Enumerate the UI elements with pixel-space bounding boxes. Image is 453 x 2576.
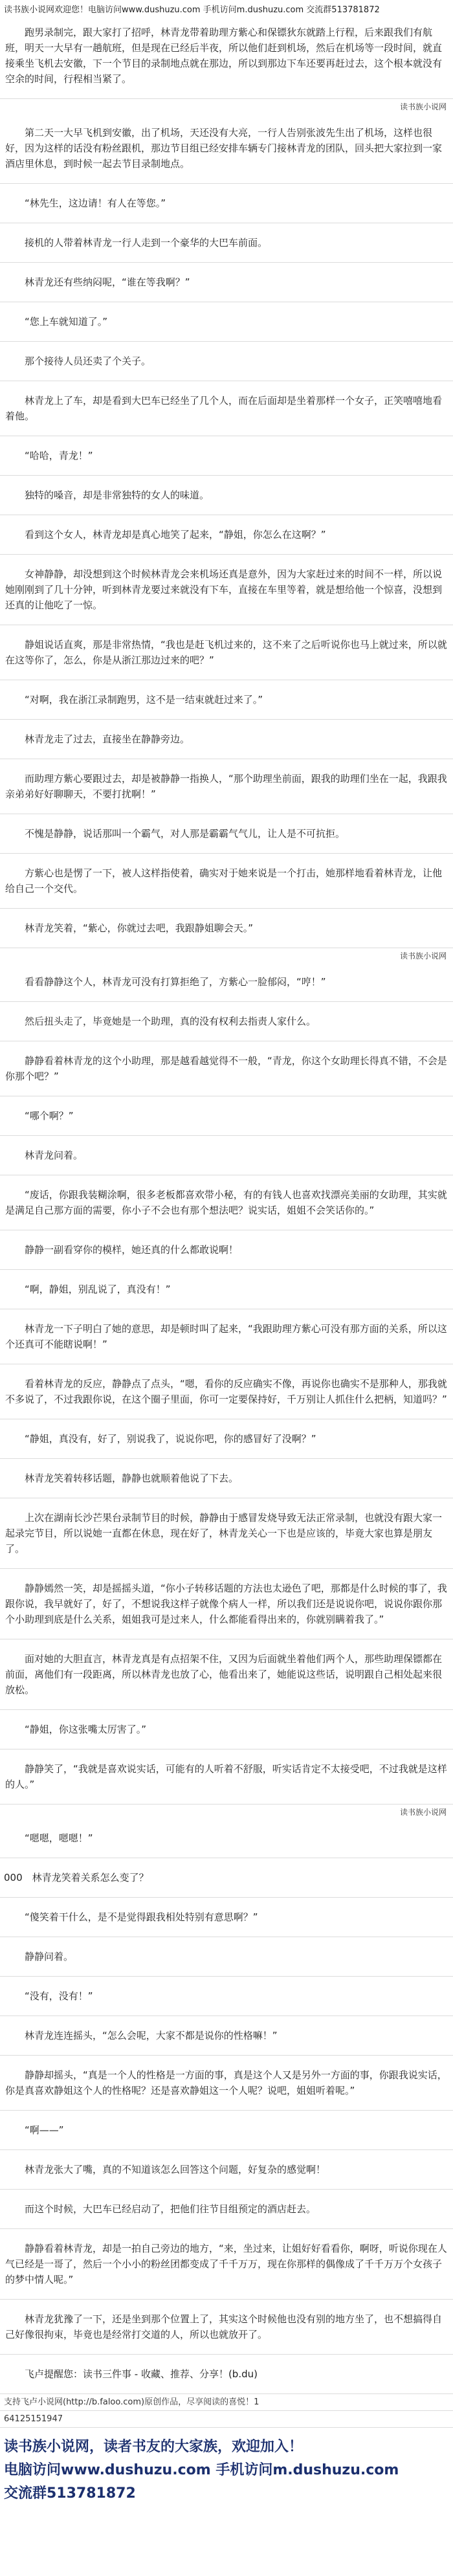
story-paragraph: “对啊，我在浙江录制跑男，这不是一结束就赶过来了。” — [0, 680, 453, 720]
chapter-body — [0, 19, 453, 2394]
story-paragraph: 静静嫣然一笑，却是摇摇头道，“你小子转移话题的方法也太逊色了吧，那都是什么时候的事了，我跟你说，我早就好了，好了，不想说我这样子就像个病人一样，所以我们还是说说你吧，说说你跟你那个小助理到底是什么关系，姐姐我可是过来人，什么都能看得出来的，你就别瞒着我了。” — [0, 1569, 453, 1639]
story-paragraph: 看着林青龙的反应，静静点了点头，“嗯，看你的反应确实不像，再说你也确实不是那种人，那我就不多说了，不过我跟你说，在这个圈子里面，你可一定要保持好，千万别让人抓住什么把柄，知道吗？” — [0, 1364, 453, 1419]
story-paragraph: “傻笑着干什么，是不是觉得跟我相处特别有意思啊？” — [0, 1898, 453, 1937]
story-paragraph: 静静却摇头，“真是一个人的性格是一方面的事，真是这个人又是另外一方面的事，你跟我说实话，你是真喜欢静姐这个人的性格呢？还是喜欢静姐这一个人呢？说吧，姐姐听着呢。” — [0, 2056, 453, 2111]
story-paragraph: 那个接待人员还卖了个关子。 — [0, 342, 453, 381]
site-watermark: 读书族小说网 — [399, 102, 447, 111]
story-paragraph: 方紫心也是愣了一下，被人这样指使着，确实对于她来说是一个打击，她那样地看着林青龙，让他给自己一个交代。 — [0, 854, 453, 909]
story-paragraph: 林青龙还有些纳闷呢，“谁在等我啊？” — [0, 263, 453, 302]
story-paragraph: 静静笑了，“我就是喜欢说实话，可能有的人听着不舒服，听实话肯定不太接受吧，不过我就是这样的人。” — [0, 1749, 453, 1804]
site-footer — [0, 2428, 453, 2512]
story-paragraph: “啊，静姐，别乱说了，真没有！” — [0, 1270, 453, 1309]
story-paragraph: “嗯嗯，嗯嗯！” — [0, 1819, 453, 1858]
story-paragraph: 而这个时候，大巴车已经启动了，把他们往节目组预定的酒店赶去。 — [0, 2190, 453, 2229]
story-paragraph: 静姐说话直爽，那是非常热情，“我也是赶飞机过来的，这不来了之后听说你也马上就过来，所以就在这等你了，怎么，你是从浙江那边过来的吧？” — [0, 625, 453, 680]
story-paragraph: 看到这个女人，林青龙却是真心地笑了起来，“静姐，你怎么在这啊？” — [0, 515, 453, 555]
source-note: 支持飞卢小说网(http://b.faloo.com)原创作品，尽享阅读的喜悦！1 — [0, 2394, 453, 2411]
story-paragraph: 静静看着林青龙的这个小助理，那是越看越觉得不一般，“青龙，你这个女助理长得真不错，不会是你那个吧？” — [0, 1041, 453, 1096]
story-paragraph: 林青龙上了车，却是看到大巴车已经坐了几个人，而在后面却是坐着那样一个女子，正笑嘻嘻地看着他。 — [0, 381, 453, 436]
story-paragraph: 000 林青龙笑着关系怎么变了？ — [0, 1858, 453, 1898]
story-paragraph: 上次在湖南长沙芒果台录制节目的时候，静静由于感冒发烧导致无法正常录制，也就没有跟大家一起录完节目，所以说她一直都在休息，现在好了，林青龙关心一下也是应该的，毕竟大家也算是朋友了。 — [0, 1498, 453, 1569]
story-paragraph: 面对她的大胆直言，林青龙真是有点招架不住，又因为后面就坐着他们两个人，那些助理保镖都在前面，离他们有一段距离，所以林青龙也放了心，他看出来了，她能说这些话，说明跟自己相处起来很放松。 — [0, 1639, 453, 1710]
story-paragraph: “林先生，这边请！有人在等您。” — [0, 184, 453, 223]
story-paragraph: 接机的人带着林青龙一行人走到一个豪华的大巴车前面。 — [0, 223, 453, 263]
story-paragraph: “哪个啊？” — [0, 1096, 453, 1136]
story-paragraph: 林青龙犹豫了一下，还是坐到那个位置上了，其实这个时候他也没有别的地方坐了，也不想搞得自己好像很拘束，毕竟也是经常打交道的人，所以也就放开了。 — [0, 2300, 453, 2355]
site-watermark: 读书族小说网 — [399, 1808, 447, 1817]
story-paragraph: 林青龙连连摇头，“怎么会呢，大家不都是说你的性格嘛！” — [0, 2016, 453, 2056]
story-paragraph: “废话，你跟我装糊涂啊，很多老板都喜欢带小秘，有的有钱人也喜欢找漂亮美丽的女助理，其实就是满足自己那方面的需要，你小子不会也有那个想法吧？说实话，姐姐不会笑话你的。” — [0, 1175, 453, 1230]
story-paragraph: 林青龙一下子明白了她的意思，却是顿时叫了起来，“我跟助理方紫心可没有那方面的关系，所以这个还真可不能瞎说啊！” — [0, 1309, 453, 1364]
story-paragraph: 静静看着林青龙，却是一拍自己旁边的地方，“来，坐过来，让姐好好看看你，啊呀，听说你现在人气已经是一哥了，然后一个小小的粉丝团都变成了千千万万，现在你那样的偶像成了千千万万个女孩子的梦中情人呢。” — [0, 2229, 453, 2300]
source-id: 64125151947 — [0, 2411, 453, 2428]
story-paragraph: “没有，没有！” — [0, 1977, 453, 2016]
story-paragraph: 林青龙笑着，“紫心，你就过去吧，我跟静姐聊会天。” — [0, 909, 453, 948]
story-paragraph: 林青龙张大了嘴，真的不知道该怎么回答这个问题，好复杂的感觉啊！ — [0, 2150, 453, 2190]
story-paragraph: 静静问着。 — [0, 1937, 453, 1977]
story-paragraph: “啊——” — [0, 2111, 453, 2150]
site-banner: 读书族小说网欢迎您！电脑访问www.dushuzu.com 手机访问m.dushuzu.com 交流群513781872 — [4, 5, 380, 15]
story-paragraph: 不愧是静静，说话那叫一个霸气，对人那是霸霸气气儿，让人是不可抗拒。 — [0, 814, 453, 854]
story-paragraph: 然后扭头走了，毕竟她是一个助理，真的没有权利去指责人家什么。 — [0, 1002, 453, 1041]
footer-urls: 电脑访问www.dushuzu.com 手机访问m.dushuzu.com — [4, 2462, 399, 2478]
story-paragraph: 第二天一大早飞机到安徽，出了机场，天还没有大亮，一行人告别张波先生出了机场，这样也很好，因为这样的话没有粉丝跟机，那边节目组已经安排车辆专门接林青龙的团队，回头把大家拉到一家酒店里休息，到时候一起去节目录制地点。 — [0, 113, 453, 184]
footer-invite: 读书族小说网，读者书友的大家族，欢迎加入！ — [4, 2439, 304, 2455]
story-paragraph: “静姐，真没有，好了，别说我了，说说你吧，你的感冒好了没啊？” — [0, 1419, 453, 1459]
story-paragraph: 女神静静，却没想到这个时候林青龙会来机场还真是意外，因为大家赶过来的时间不一样，所以说她刚刚到了几十分钟，听到林青龙要过来就没有下车，直接在车里等着，就是想给他一个惊喜，没想到还真的让他吃了一惊。 — [0, 555, 453, 625]
story-paragraph: 看看静静这个人，林青龙可没有打算拒绝了，方紫心一脸郁闷，“哼！” — [0, 962, 453, 1002]
story-paragraph: 林青龙问着。 — [0, 1136, 453, 1175]
story-paragraph: 而助理方紫心要跟过去，却是被静静一指换人，“那个助理坐前面，跟我的助理们坐在一起，我跟我亲弟弟好好聊聊天，不要打扰啊！” — [0, 759, 453, 814]
story-paragraph: 静静一副看穿你的模样，她还真的什么都敢说啊！ — [0, 1230, 453, 1270]
site-watermark: 读书族小说网 — [399, 951, 447, 960]
story-paragraph: 林青龙走了过去，直接坐在静静旁边。 — [0, 720, 453, 759]
story-paragraph: “静姐，你这张嘴太厉害了。” — [0, 1710, 453, 1749]
reading-reminder: 飞卢提醒您：读书三件事 - 收藏、推荐、分享！(b.du) — [0, 2355, 453, 2394]
story-paragraph: 林青龙笑着转移话题，静静也就顺着他说了下去。 — [0, 1459, 453, 1498]
story-paragraph: 跑男录制完，跟大家打了招呼，林青龙带着助理方紫心和保镖狄东就踏上行程，后来跟我们有航班，明天一大早有一趟航班，但是现在已经后半夜，所以他们赶到机场，然后在机场等一段时间，就直接乘坐飞机去安徽，下一个节目的录制地点就在那边，所以到那边下车还要再赶过去，这个根本就没有空余的时间，行程相当紧了。 — [0, 19, 453, 99]
footer-qq-group: 交流群513781872 — [4, 2485, 136, 2502]
story-paragraph: “哈哈，青龙！” — [0, 436, 453, 476]
story-paragraph: 独特的嗓音，却是非常独特的女人的味道。 — [0, 476, 453, 515]
story-paragraph: “您上车就知道了。” — [0, 302, 453, 342]
